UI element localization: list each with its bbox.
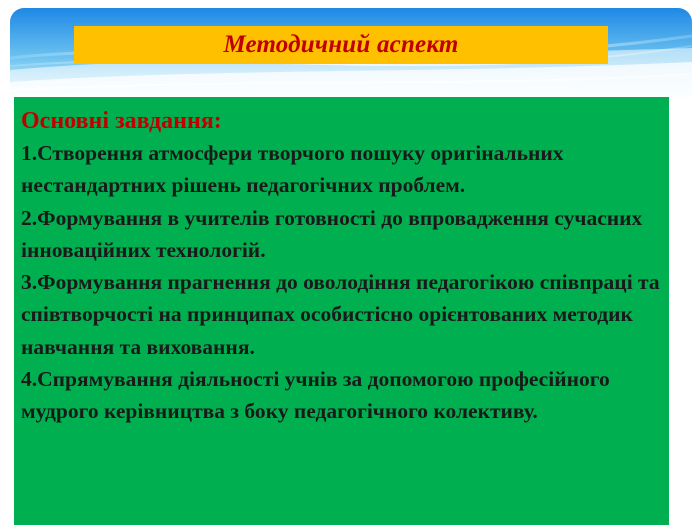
- tasks-heading: Основні завдання:: [21, 108, 222, 134]
- task-item-4: 4.Спрямування діяльності учнів за допомогою професійного мудрого керівництва з боку педагогічного колективу.: [21, 367, 610, 424]
- task-item-2: 2.Формування в учителів готовності до впровадження сучасних інноваційних технологій.: [21, 205, 643, 262]
- slide-title-bar: [74, 26, 608, 64]
- slide-title: Методичний аспект: [223, 31, 459, 58]
- task-item-1: 1.Створення атмосфери творчого пошуку оригінальних нестандартних рішень педагогічних проблем.: [21, 141, 564, 198]
- task-list: [21, 137, 663, 428]
- task-item-3: 3.Формування прагнення до оволодіння педагогікою співпраці та співтворчості на принципах особистісно орієнтованих методик навчання та виховання.: [21, 270, 660, 359]
- content-box: [14, 97, 669, 525]
